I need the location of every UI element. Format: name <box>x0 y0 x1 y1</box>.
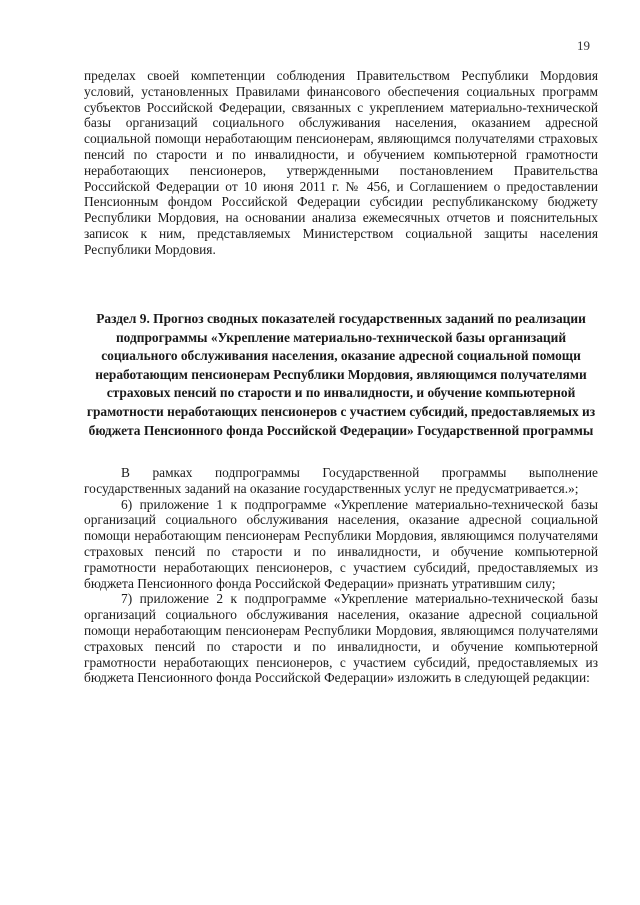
continued-paragraph: пределах своей компетенции соблюдения Правительством Республики Мордовия условий, установленных Правилами финансового обеспечения социальных программ субъектов Российской Федерации, связанных с укреплением материально-технической базы организаций социального обслуживания населения, оказанием адресной социальной помощи неработающим пенсионерам, являющимся получателями страховых пенсий по старости и по инвалидности, и обучением компьютерной грамотности неработающих пенсионеров, утвержденными постановлением Правительства Российской Федерации от 10 июня 2011 г. № 456, и Соглашением о предоставлении Пенсионным фондом Российской Федерации субсидии республиканскому бюджету Республики Мордовия, на основании анализа ежемесячных отчетов и пояснительных записок к ним, представляемых Министерством социальной защиты населения Республики Мордовия. <box>84 68 598 257</box>
paragraph-no-assignments: В рамках подпрограммы Государственной программы выполнение государственных заданий на оказание государственных услуг не предусматривается.»; <box>84 465 598 496</box>
paragraph-appendix-2: 7) приложение 2 к подпрограмме «Укрепление материально-технической базы организаций социального обслуживания населения, оказание адресной социальной помощи неработающим пенсионерам Республики Мордовия, являющимся получателями страховых пенсий по старости и по инвалидности, и обучение компьютерной грамотности неработающих пенсионеров, с участием субсидий, предоставляемых из бюджета Пенсионного фонда Российской Федерации» изложить в следующей редакции: <box>84 591 598 686</box>
section-heading: Раздел 9. Прогноз сводных показателей государственных заданий по реализации подпрограммы «Укрепление материально-технической базы организаций социального обслуживания населения, оказание адресной социальной помощи неработающим пенсионерам Республики Мордовия, являющимся получателями страховых пенсий по старости и по инвалидности, и обучение компьютерной грамотности неработающих пенсионеров с участием субсидий, предоставляемых из бюджета Пенсионного фонда Российской Федерации» Государственной программы <box>86 311 596 438</box>
paragraph-appendix-1: 6) приложение 1 к подпрограмме «Укрепление материально-технической базы организаций социального обслуживания населения, оказание адресной социальной помощи неработающим пенсионерам Республики Мордовия, являющимся получателями страховых пенсий по старости и по инвалидности, и обучение компьютерной грамотности неработающих пенсионеров, с участием субсидий, предоставляемых из бюджета Пенсионного фонда Российской Федерации» признать утратившим силу; <box>84 496 598 591</box>
amendments-block <box>84 465 598 686</box>
page-number: 19 <box>577 38 590 53</box>
